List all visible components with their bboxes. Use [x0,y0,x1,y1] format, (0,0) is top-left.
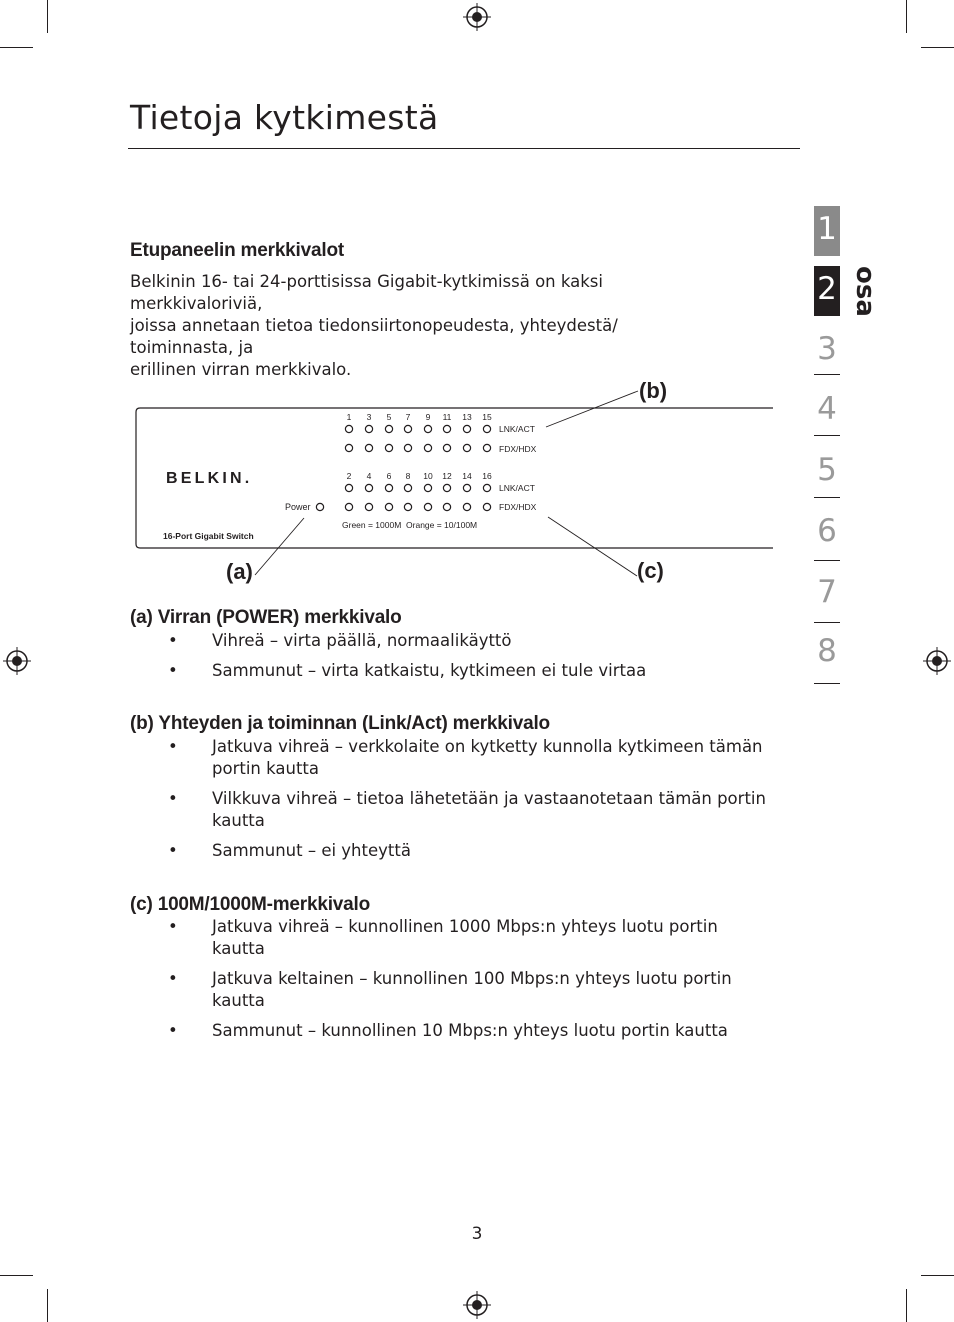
led-row-lnk-bottom [345,484,490,491]
intro-paragraph [130,271,690,381]
tab-divider [814,683,840,684]
tab-divider [814,560,840,561]
chapter-tab-5[interactable]: 5 [817,452,837,488]
callout-line-b [546,391,638,427]
port-number: 9 [425,412,431,422]
tab-divider [814,374,840,375]
section-c-heading: (c) 100M/1000M-merkkivalo [130,894,371,915]
crop-mark [0,47,33,48]
section-a-heading: (a) Virran (POWER) merkkivalo [130,607,402,628]
crop-mark [0,1275,33,1276]
chapter-tab-8[interactable]: 8 [817,633,837,669]
chapter-tab-2[interactable]: 2 [814,266,840,316]
bottom-port-numbers [347,471,492,481]
fdx-hdx-label: FDX/HDX [499,444,537,454]
port-number: 15 [482,412,492,422]
title-divider [128,148,800,149]
chapter-tab-6[interactable]: 6 [817,513,837,549]
bullet-text: Jatkuva vihreä – kunnollinen 1000 Mbps:n yhteys luotu portin kautta [212,917,718,958]
model-label: 16-Port Gigabit Switch [163,531,254,541]
port-number: 10 [423,471,433,481]
fdx-hdx-label: FDX/HDX [499,502,537,512]
tab-divider [814,622,840,623]
callout-c: (c) [637,558,664,583]
bullet-text: Sammunut – virta katkaistu, kytkimeen ei tule virtaa [212,661,647,680]
lnk-act-label: LNK/ACT [499,424,535,434]
port-number: 11 [442,412,452,422]
crop-mark [906,1289,907,1322]
speed-legend: Green = 1000M Orange = 10/100M [342,520,478,530]
intro-line: erillinen virran merkkivalo. [130,360,352,379]
section-b-heading: (b) Yhteyden ja toiminnan (Link/Act) merkkivalo [130,713,550,734]
led-row-fdx-bottom [345,503,490,510]
callout-line-a [255,518,304,575]
port-number: 3 [366,412,372,422]
front-panel-diagram [126,372,786,594]
chapter-tab-3[interactable]: 3 [817,331,837,367]
crop-mark [47,0,48,33]
tab-divider [814,435,840,436]
registration-mark-icon [3,647,31,675]
callout-a: (a) [226,559,253,584]
crop-mark [921,47,954,48]
bullet-icon: • [168,631,178,650]
power-led [316,503,323,510]
port-number: 8 [405,471,411,481]
bullet-text: Jatkuva keltainen – kunnollinen 100 Mbps:n yhteys luotu portin kautta [212,969,732,1010]
bullet-text: Jatkuva vihreä – verkkolaite on kytketty kunnolla kytkimeen tämän portin kautta [212,737,763,778]
bullet-icon: • [168,789,178,808]
bullet-text: Sammunut – kunnollinen 10 Mbps:n yhteys luotu portin kautta [212,1021,728,1040]
registration-mark-icon [923,647,951,675]
port-number: 4 [366,471,372,481]
bullet-icon: • [168,737,178,756]
brand-logo: BELKIN. [166,470,253,487]
top-port-numbers [347,412,492,422]
bullet-icon: • [168,841,178,860]
callout-line-c [548,517,637,576]
crop-mark [906,0,907,33]
port-number: 6 [386,471,392,481]
port-number: 14 [462,471,472,481]
chapter-tab-1[interactable]: 1 [814,206,840,256]
bullet-icon: • [168,661,178,680]
port-number: 13 [462,412,472,422]
port-number: 5 [386,412,392,422]
page-title: Tietoja kytkimestä [130,98,439,137]
intro-line: Belkinin 16- tai 24-porttisissa Gigabit-kytkimissä on kaksi merkkivaloriviä, [130,272,603,313]
callout-b: (b) [639,378,668,403]
bullet-icon: • [168,969,178,988]
port-number: 1 [346,412,352,422]
bullet-text: Vihreä – virta päällä, normaalikäyttö [212,631,512,650]
led-row-lnk-top [345,425,490,432]
registration-mark-icon [463,1291,491,1319]
led-row-fdx-top [345,444,490,451]
chapter-label: osa [850,266,880,317]
port-number: 12 [442,471,452,481]
chapter-tab-4[interactable]: 4 [817,391,837,427]
lnk-act-label: LNK/ACT [499,483,535,493]
port-number: 7 [405,412,411,422]
bullet-icon: • [168,1021,178,1040]
chapter-tab-7[interactable]: 7 [817,574,837,610]
bullet-text: Vilkkuva vihreä – tietoa lähetetään ja vastaanotetaan tämän portin kautta [212,789,766,830]
power-label: Power [285,502,311,512]
bullet-icon: • [168,917,178,936]
crop-mark [921,1275,954,1276]
port-number: 2 [346,471,352,481]
port-number: 16 [482,471,492,481]
crop-mark [47,1289,48,1322]
registration-mark-icon [463,3,491,31]
tab-divider [814,497,840,498]
intro-heading: Etupaneelin merkkivalot [130,240,344,261]
bullet-text: Sammunut – ei yhteyttä [212,841,411,860]
intro-line: joissa annetaan tietoa tiedonsiirtonopeudesta, yhteydestä/ toiminnasta, ja [130,316,618,357]
page-number: 3 [471,1224,483,1244]
